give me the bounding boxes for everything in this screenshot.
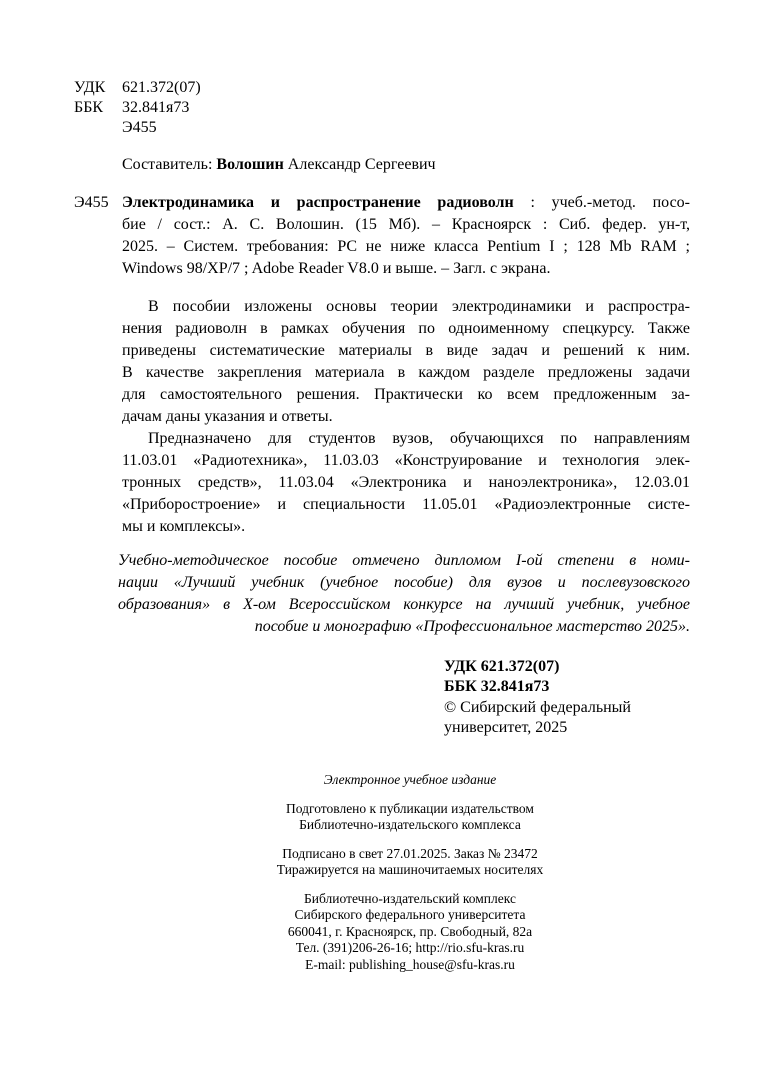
bibliographic-line-4: Windows 98/XP/7 ; Adobe Reader V8.0 и выше. – Загл. с экрана. bbox=[122, 260, 551, 277]
abstract-line: для самостоятельного решения. Практически ко всем предложенным за- bbox=[122, 386, 690, 403]
imprint bbox=[210, 772, 610, 973]
udk-value: 621.372(07) bbox=[122, 79, 201, 96]
abstract-line: В качестве закрепления материала в каждом разделе предложены задачи bbox=[122, 364, 690, 381]
udk-code-line bbox=[74, 78, 201, 98]
compiler-surname: Волошин bbox=[216, 156, 284, 173]
bibliographic-line-1 bbox=[122, 192, 690, 214]
compiler-given-names: Александр Сергеевич bbox=[287, 156, 436, 173]
imprint-line: Подписано в свет 27.01.2025. Заказ № 23472 bbox=[282, 845, 538, 861]
abstract-line: приведены систематические материалы в виде задач и решений к ним. bbox=[122, 342, 690, 359]
bibliographic-line-2: бие / сост.: А. С. Волошин. (15 Мб). – Красноярск : Сиб. федер. ун-т, bbox=[122, 216, 690, 233]
abstract-line: В пособии изложены основы теории электродинамики и распростра- bbox=[148, 298, 690, 315]
edition-type: Электронное учебное издание bbox=[323, 772, 497, 787]
abstract-line: нения радиоволн в рамках обучения по одноименному спецкурсу. Также bbox=[122, 320, 690, 337]
bibliographic-line-1-rest: : учеб.-метод. посо- bbox=[530, 194, 690, 211]
award-note-line: образования» в X-ом Всероссийском конкурсе на лучший учебник, учебное bbox=[118, 596, 690, 613]
bbk-code-line bbox=[74, 98, 189, 118]
book-title: Электродинамика и распространение радиоволн bbox=[122, 194, 514, 211]
purpose-line: Предназначено для студентов вузов, обучающихся по направлениям bbox=[148, 430, 690, 447]
author-mark: Э455 bbox=[122, 119, 157, 136]
copyright-line-1: © Сибирский федеральный bbox=[444, 699, 631, 716]
publisher-line: Библиотечно-издательский комплекс bbox=[304, 890, 516, 906]
bibliographic-mark: Э455 bbox=[74, 194, 109, 211]
bibliographic-entry bbox=[122, 192, 690, 280]
purpose-line: мы и комплексы». bbox=[122, 518, 246, 535]
udk-label: УДК bbox=[74, 79, 106, 96]
publisher-line: Сибирского федерального университета bbox=[294, 907, 526, 922]
abstract-line: дачам даны указания и ответы. bbox=[122, 408, 333, 425]
award-note bbox=[118, 550, 690, 638]
abstract bbox=[122, 296, 690, 538]
purpose-line: 11.03.01 «Радиотехника», 11.03.03 «Конструирование и технология элек- bbox=[122, 452, 690, 469]
bbk-label: ББК bbox=[74, 99, 104, 116]
award-note-line: нации «Лучший учебник (учебное пособие) для вузов и послевузовского bbox=[118, 574, 690, 591]
bibliographic-line-3: 2025. – Систем. требования: PC не ниже класса Pentium I ; 128 Mb RAM ; bbox=[122, 238, 690, 255]
publisher-line: Тел. (391)206-26-16; http://rio.sfu-kras.ru bbox=[295, 940, 525, 955]
compiler-line bbox=[122, 155, 436, 175]
award-note-line: Учебно-методическое пособие отмечено дипломом I-ой степени в номи- bbox=[118, 552, 690, 569]
copyright-line-2: университет, 2025 bbox=[444, 719, 568, 736]
award-note-line: пособие и монографию «Профессиональное мастерство 2025». bbox=[254, 618, 690, 635]
udk-bold: УДК 621.372(07) bbox=[444, 658, 560, 675]
purpose-line: «Приборостроение» и специальности 11.05.01 «Радиоэлектронные систе- bbox=[122, 496, 690, 513]
publisher-line: E-mail: publishing_house@sfu-kras.ru bbox=[305, 956, 515, 972]
compiler-label: Составитель: bbox=[122, 156, 213, 173]
bbk-bold: ББК 32.841я73 bbox=[444, 678, 550, 695]
publisher-line: 660041, г. Красноярск, пр. Свободный, 82а bbox=[287, 923, 533, 939]
purpose-line: тронных средств», 11.03.04 «Электроника и наноэлектроника», 12.03.01 bbox=[122, 474, 690, 491]
imprint-line: Библиотечно-издательского комплекса bbox=[299, 817, 521, 832]
imprint-line: Тиражируется на машиночитаемых носителях bbox=[276, 862, 544, 877]
bbk-value: 32.841я73 bbox=[122, 99, 190, 116]
imprint-line: Подготовлено к публикации издательством bbox=[286, 800, 534, 816]
